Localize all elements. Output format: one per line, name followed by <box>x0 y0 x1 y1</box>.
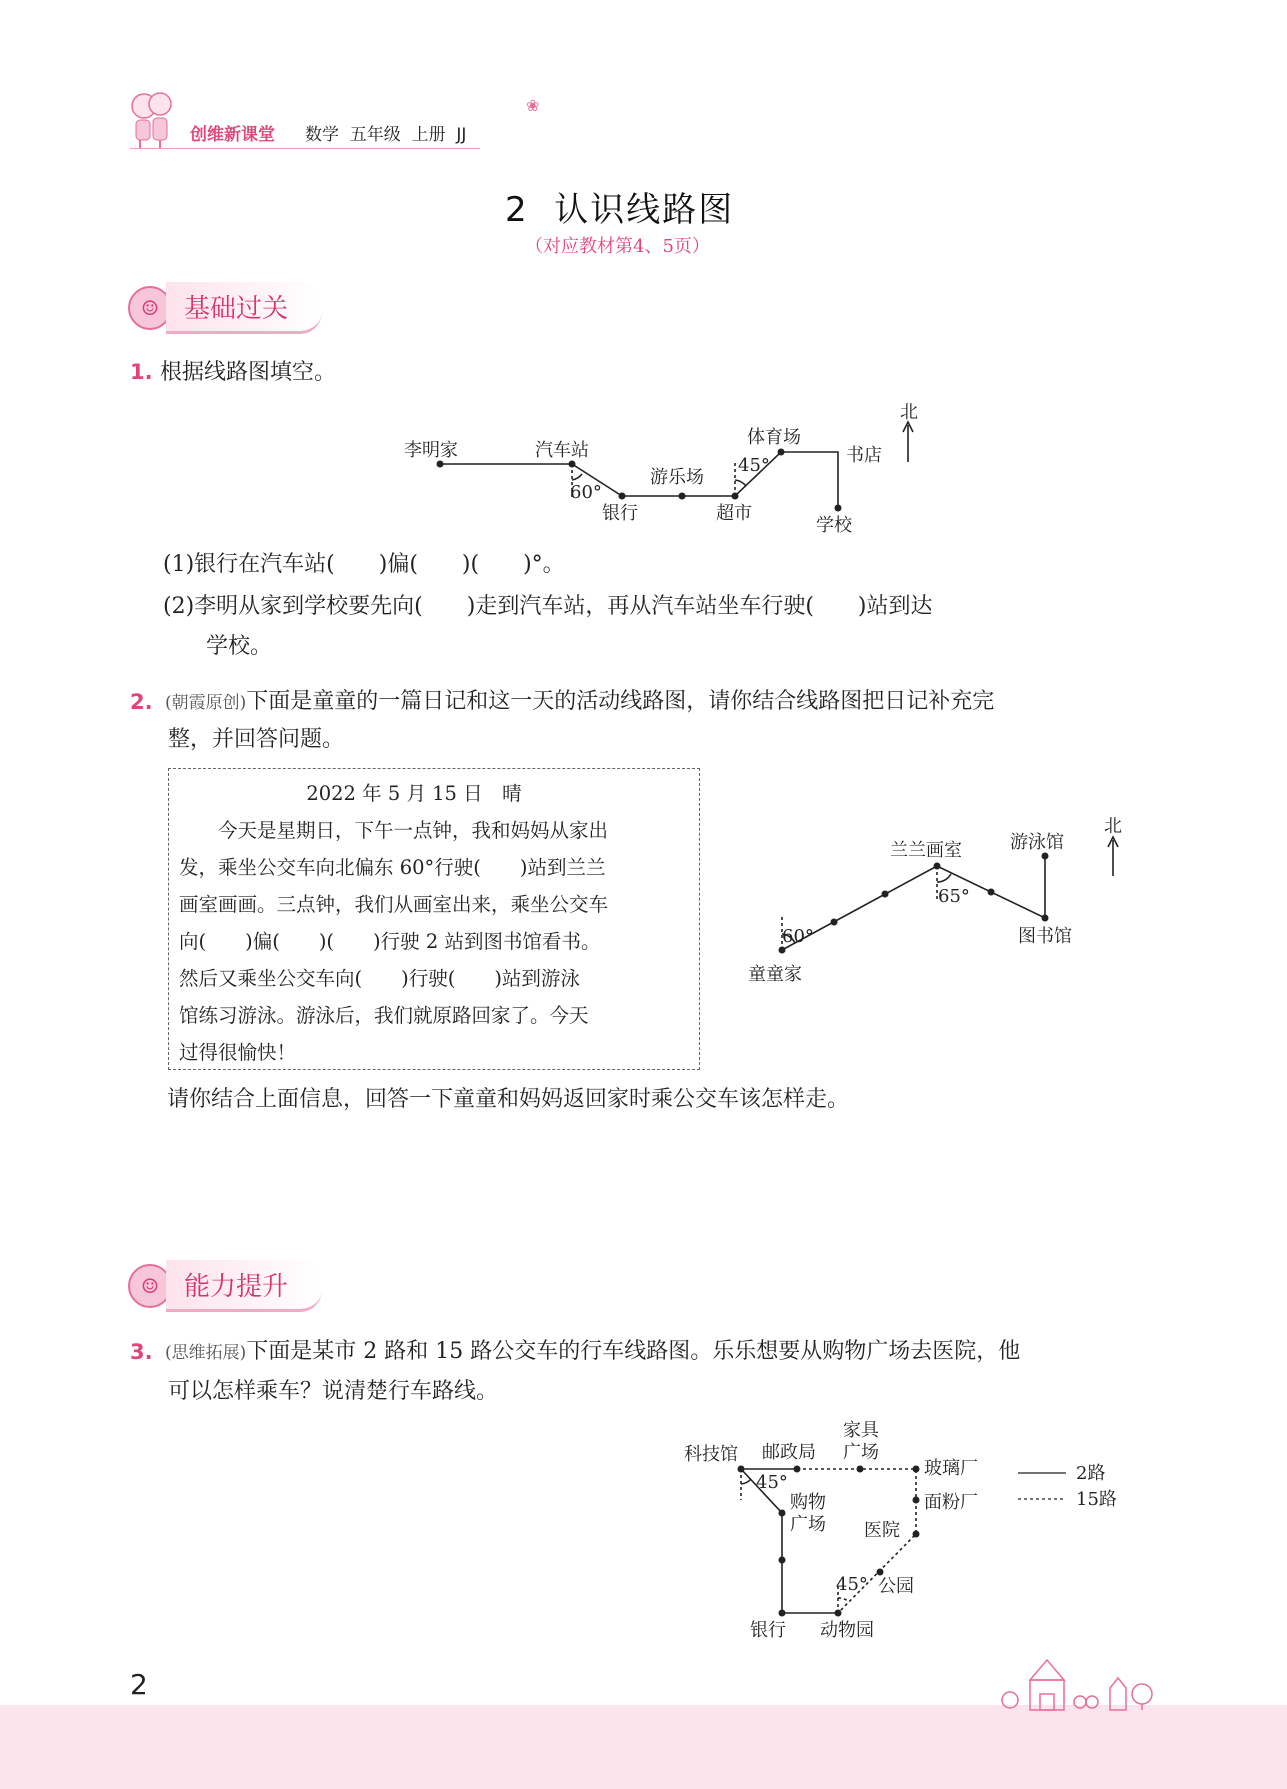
q1-angle: 45° <box>738 455 770 476</box>
q3-place: 面粉厂 <box>924 1492 978 1513</box>
q3-prompt: 下面是某市 2 路和 15 路公交车的行车线路图。乐乐想要从购物广场去医院，他 <box>246 1339 1021 1364</box>
diary-line: 今天是星期日，下午一点钟，我和妈妈从家出 <box>179 819 609 842</box>
q1-place: 学校 <box>816 515 852 536</box>
diary-line: 发，乘坐公交车向北偏东 60°行驶( )站到兰兰 <box>179 856 606 879</box>
smile-icon: ☺ <box>128 1264 172 1308</box>
q2-prompt-line2: 整，并回答问题。 <box>168 727 345 752</box>
q3-place: 家具 <box>843 1420 879 1441</box>
section-basic-label: 基础过关 <box>166 282 322 334</box>
q1-angle: 60° <box>570 482 602 503</box>
q3-place: 公园 <box>878 1576 914 1597</box>
header-brand: 创维新课堂 <box>190 125 275 145</box>
q3-legend-2: 2路 <box>1076 1463 1106 1484</box>
q3-place: 玻璃厂 <box>924 1458 978 1479</box>
header-mascot <box>128 88 174 150</box>
q3-angle: 45° <box>756 1472 788 1493</box>
q2-place: 游泳馆 <box>1010 832 1064 853</box>
q3-place: 医院 <box>864 1520 900 1541</box>
section-basic <box>128 286 322 330</box>
q3-place: 购物 <box>790 1492 826 1513</box>
header-subject: 数学 五年级 上册 JJ <box>305 125 467 145</box>
diary-date: 2022 年 5 月 15 日 晴 <box>306 782 522 805</box>
q2-route-diagram <box>730 800 1130 1000</box>
q1-place: 体育场 <box>747 427 801 448</box>
q3-place: 科技馆 <box>684 1444 738 1465</box>
diary-line: 画室画画。三点钟，我们从画室出来，乘坐公交车 <box>179 893 609 916</box>
q1-number: 1. <box>130 360 153 384</box>
header-divider <box>130 148 480 149</box>
q1-sub2-line2: 学校。 <box>206 634 273 659</box>
q3-place: 广场 <box>790 1514 826 1535</box>
q3-angle: 45° <box>836 1574 868 1595</box>
q1-place: 游乐场 <box>650 467 704 488</box>
q1-place: 超市 <box>716 503 752 524</box>
q3-tag: (思维拓展) <box>165 1343 247 1363</box>
castle-icon <box>990 1652 1160 1716</box>
q2-number: 2. <box>130 690 153 714</box>
diary-box <box>168 768 700 1070</box>
q2-place: 图书馆 <box>1018 926 1072 947</box>
diary-line: 然后又乘坐公交车向( )行驶( )站到游泳 <box>179 967 580 990</box>
q2-prompt: 下面是童童的一篇日记和这一天的活动线路图，请你结合线路图把日记补充完 <box>246 689 995 714</box>
section-advanced-label: 能力提升 <box>166 1260 322 1312</box>
q2-place: 童童家 <box>748 964 802 985</box>
q3-prompt-line2: 可以怎样乘车？说清楚行车路线。 <box>168 1379 499 1404</box>
footer-band <box>0 1705 1287 1789</box>
q1-place: 书店 <box>846 445 882 466</box>
section-advanced <box>128 1264 322 1308</box>
q3-line1 <box>165 1332 1020 1372</box>
diary-line: 过得很愉快！ <box>179 1041 297 1064</box>
q1-sub1: (1)银行在汽车站( )偏( )( )°。 <box>163 552 565 577</box>
lesson-subtitle: （对应教材第4、5页） <box>525 236 710 257</box>
q3-place: 邮政局 <box>762 1442 816 1463</box>
q1-sub2-line1: (2)李明从家到学校要先向( )走到汽车站，再从汽车站坐车行驶( )站到达 <box>163 594 933 619</box>
lesson-title: 2 认识线路图 <box>505 190 735 230</box>
q1-north: 北 <box>900 402 918 423</box>
diary-line: 向( )偏( )( )行驶 2 站到图书馆看书。 <box>179 930 601 953</box>
q1-place: 银行 <box>602 503 638 524</box>
q3-legend-15: 15路 <box>1076 1489 1117 1510</box>
smile-icon: ☺ <box>128 286 172 330</box>
q2-tag: (朝霞原创) <box>165 693 247 713</box>
page-number: 2 <box>130 1668 148 1701</box>
q1-place: 李明家 <box>404 440 458 461</box>
q2-place: 兰兰画室 <box>890 840 962 861</box>
q2-question: 请你结合上面信息，回答一下童童和妈妈返回家时乘公交车该怎样走。 <box>167 1087 850 1112</box>
q3-route-diagram <box>670 1410 1150 1650</box>
q3-place: 银行 <box>750 1620 786 1641</box>
diary-line: 馆练习游泳。游泳后，我们就原路回家了。今天 <box>179 1004 589 1027</box>
q1-prompt: 根据线路图填空。 <box>160 360 337 385</box>
q2-line1 <box>165 682 994 722</box>
q3-place: 动物园 <box>820 1620 874 1641</box>
q2-north: 北 <box>1104 816 1122 837</box>
butterfly-icon: ❀ <box>526 96 540 115</box>
q2-angle: 65° <box>938 886 970 907</box>
q1-place: 汽车站 <box>535 440 589 461</box>
q2-angle: 60° <box>782 926 814 947</box>
q1-route-diagram <box>390 395 930 545</box>
q3-number: 3. <box>130 1340 153 1364</box>
q3-place: 广场 <box>843 1442 879 1463</box>
